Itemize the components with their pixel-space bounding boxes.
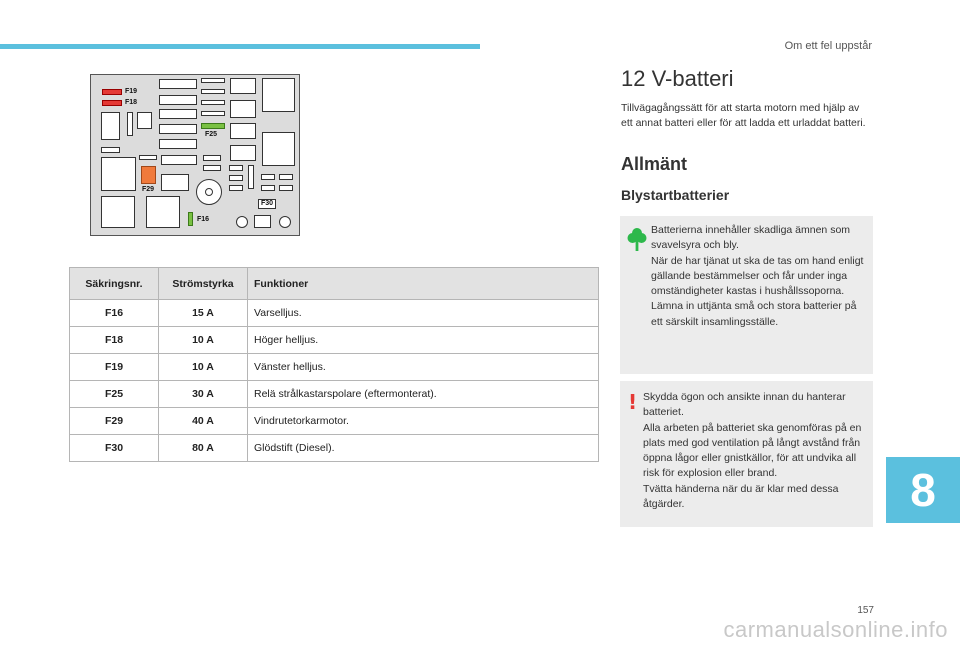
environment-note-line: När de har tjänat ut ska de tas om hand enligt gällande bestämmelser och får under inga omständigheter kastas i hushållssoporna.: [651, 254, 864, 298]
mini-fuse: [201, 89, 225, 94]
table-row: [70, 381, 599, 408]
section-title: Om ett fel uppstår: [784, 40, 872, 52]
fuse-f19: [102, 89, 122, 95]
cell-fuse-number: F18: [70, 327, 159, 354]
relay-block: [101, 112, 120, 140]
mini-fuse: [203, 165, 221, 171]
relay-large: [262, 78, 295, 112]
fuse-label-f16: F16: [197, 216, 210, 223]
column-header-amperage: Strömstyrka: [159, 268, 248, 300]
relay-block: [159, 79, 197, 89]
relay-large: [101, 196, 135, 228]
cell-fuse-number: F19: [70, 354, 159, 381]
cell-fuse-number: F29: [70, 408, 159, 435]
fuse-f18: [102, 100, 122, 106]
column-header-functions: Funktioner: [248, 268, 599, 300]
relay-block: [230, 145, 256, 161]
fuse-label-f25: F25: [205, 131, 218, 138]
cell-amperage: 10 A: [159, 354, 248, 381]
warning-note-line: Alla arbeten på batteriet ska genomföras på en plats med god ventilation på långt avstånd från öppna lågor eller gnistkällor, för att undvika all risk för explosion eller brand.: [643, 421, 862, 480]
table-row: [70, 435, 599, 462]
cell-function: Relä strålkastarspolare (eftermonterat).: [248, 381, 599, 408]
cell-amperage: 30 A: [159, 381, 248, 408]
cell-amperage: 15 A: [159, 300, 248, 327]
mini-fuse: [201, 111, 225, 116]
relay-block: [159, 109, 197, 119]
table-row: [70, 354, 599, 381]
table-row: [70, 300, 599, 327]
mini-fuse: [229, 185, 243, 191]
relay-large: [262, 132, 295, 166]
environment-note: [620, 216, 873, 374]
terminal-circle: [236, 216, 248, 228]
cell-amperage: 10 A: [159, 327, 248, 354]
cell-amperage: 80 A: [159, 435, 248, 462]
relay-large: [101, 157, 136, 191]
cell-fuse-number: F16: [70, 300, 159, 327]
environment-note-line: Batterierna innehåller skadliga ämnen som svavelsyra och bly.: [651, 224, 851, 252]
fuse-table: [69, 267, 599, 462]
mini-fuse: [261, 185, 275, 191]
relay-block: [230, 100, 256, 118]
mini-fuse: [101, 147, 120, 153]
mini-fuse: [203, 155, 221, 161]
relay-block: [159, 95, 197, 105]
mini-fuse: [229, 175, 243, 181]
heading-general: Allmänt: [621, 154, 688, 174]
fuse-label-f29: F29: [142, 186, 155, 193]
terminal-circle: [205, 188, 213, 196]
fuse-label-f18: F18: [125, 99, 138, 106]
watermark: carmanualsonline.info: [723, 617, 948, 642]
warning-note: [620, 381, 873, 527]
page-number: 157: [857, 605, 874, 616]
mini-fuse: [261, 174, 275, 180]
mini-fuse: [248, 165, 254, 189]
cell-function: Glödstift (Diesel).: [248, 435, 599, 462]
relay-block: [159, 139, 197, 149]
fuse-label-f30: F30: [258, 199, 276, 209]
table-row: [70, 327, 599, 354]
mini-fuse: [127, 112, 133, 136]
relay-large: [146, 196, 180, 228]
relay-block: [137, 112, 152, 129]
fuse-label-f19: F19: [125, 88, 138, 95]
heading-lead-batteries: Blystartbatterier: [621, 187, 730, 203]
environment-note-line: Lämna in uttjänta små och stora batterier på ett särskilt insamlingsställe.: [651, 300, 857, 328]
header-accent-bar: [0, 44, 480, 49]
mini-fuse: [139, 155, 157, 160]
fuse-f25: [201, 123, 225, 129]
mini-fuse: [279, 185, 293, 191]
chapter-tab: 8: [886, 457, 960, 523]
terminal-circle: [279, 216, 291, 228]
relay-block: [161, 155, 197, 165]
cell-function: Varselljus.: [248, 300, 599, 327]
mini-fuse: [229, 165, 243, 171]
table-row: [70, 408, 599, 435]
cell-function: Höger helljus.: [248, 327, 599, 354]
cell-function: Vänster helljus.: [248, 354, 599, 381]
cell-fuse-number: F30: [70, 435, 159, 462]
relay-block: [230, 78, 256, 94]
mini-fuse: [201, 78, 225, 83]
intro-text: Tillvägagångssätt för att starta motorn med hjälp av ett annat batteri eller för att ladda ett urladdat batteri.: [621, 102, 866, 129]
fuse-box-diagram: [90, 74, 300, 236]
relay-block: [230, 123, 256, 139]
warning-exclamation-icon: !: [628, 390, 638, 414]
relay-block: [159, 124, 197, 134]
cell-amperage: 40 A: [159, 408, 248, 435]
warning-note-line: Tvätta händerna när du är klar med dessa åtgärder.: [643, 482, 839, 511]
cell-fuse-number: F25: [70, 381, 159, 408]
warning-note-line: Skydda ögon och ansikte innan du hanterar batteriet.: [643, 391, 846, 419]
mini-fuse: [201, 100, 225, 105]
table-header-row: [70, 268, 599, 300]
column-header-fuse-number: Säkringsnr.: [70, 268, 159, 300]
cell-function: Vindrutetorkarmotor.: [248, 408, 599, 435]
relay-block: [161, 174, 189, 191]
mini-fuse: [279, 174, 293, 180]
page-title: 12 V-batteri: [621, 66, 734, 91]
environment-tree-icon: [627, 226, 647, 252]
relay-block: [254, 215, 271, 228]
fuse-f29: [141, 166, 156, 184]
fuse-f16: [188, 212, 193, 226]
